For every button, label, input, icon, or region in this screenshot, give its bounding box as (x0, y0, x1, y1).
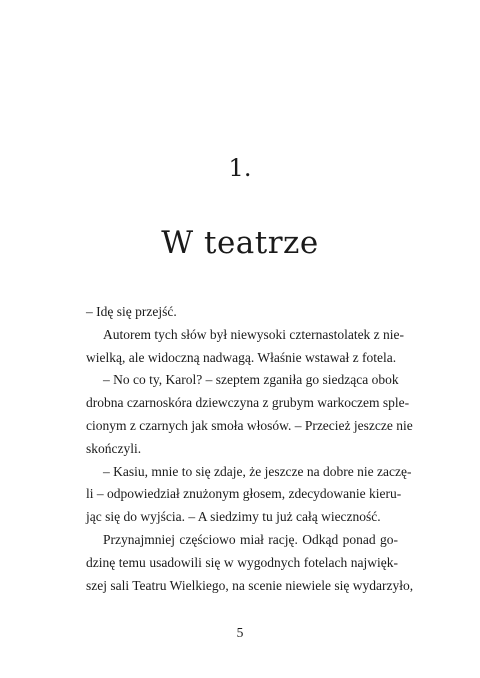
text-line: – Kasiu, mnie to się zdaje, że jeszcze na dobre nie zaczę- (103, 463, 412, 479)
text-line: dzinę temu usadowili się w wygodnych fotelach najwięk- (86, 554, 398, 570)
text-line: – No co ty, Karol? – szeptem zganiła go siedząca obok (103, 372, 399, 388)
text-line: – Idę się przejść. (86, 304, 177, 319)
text-line: skończyli. (86, 440, 142, 456)
text-line: jąc się do wyjścia. – A siedzimy tu już całą wieczność. (86, 509, 381, 525)
page-number: 5 (236, 625, 244, 640)
text-line: drobna czarnoskóra dziewczyna z grubym warkoczem sple- (86, 395, 410, 411)
text-line: Autorem tych słów był niewysoki czternastolatek z nie- (103, 326, 405, 342)
text-line: szej sali Teatru Wielkiego, na scenie niewiele się wydarzyło, (86, 577, 414, 593)
text-line: wielką, ale widoczną nadwagą. Właśnie wstawał z fotela. (86, 349, 397, 365)
text-line: li – odpowiedział znużonym głosem, zdecydowanie kieru- (86, 486, 402, 502)
text-line: cionym z czarnych jak smoła włosów. – Przecież jeszcze nie (86, 417, 413, 433)
text-line: Przynajmniej częściowo miał rację. Odkąd ponad go- (103, 531, 398, 547)
body-text (86, 301, 414, 597)
chapter-number: 1. (228, 154, 252, 182)
chapter-title: W teatrze (161, 225, 319, 261)
